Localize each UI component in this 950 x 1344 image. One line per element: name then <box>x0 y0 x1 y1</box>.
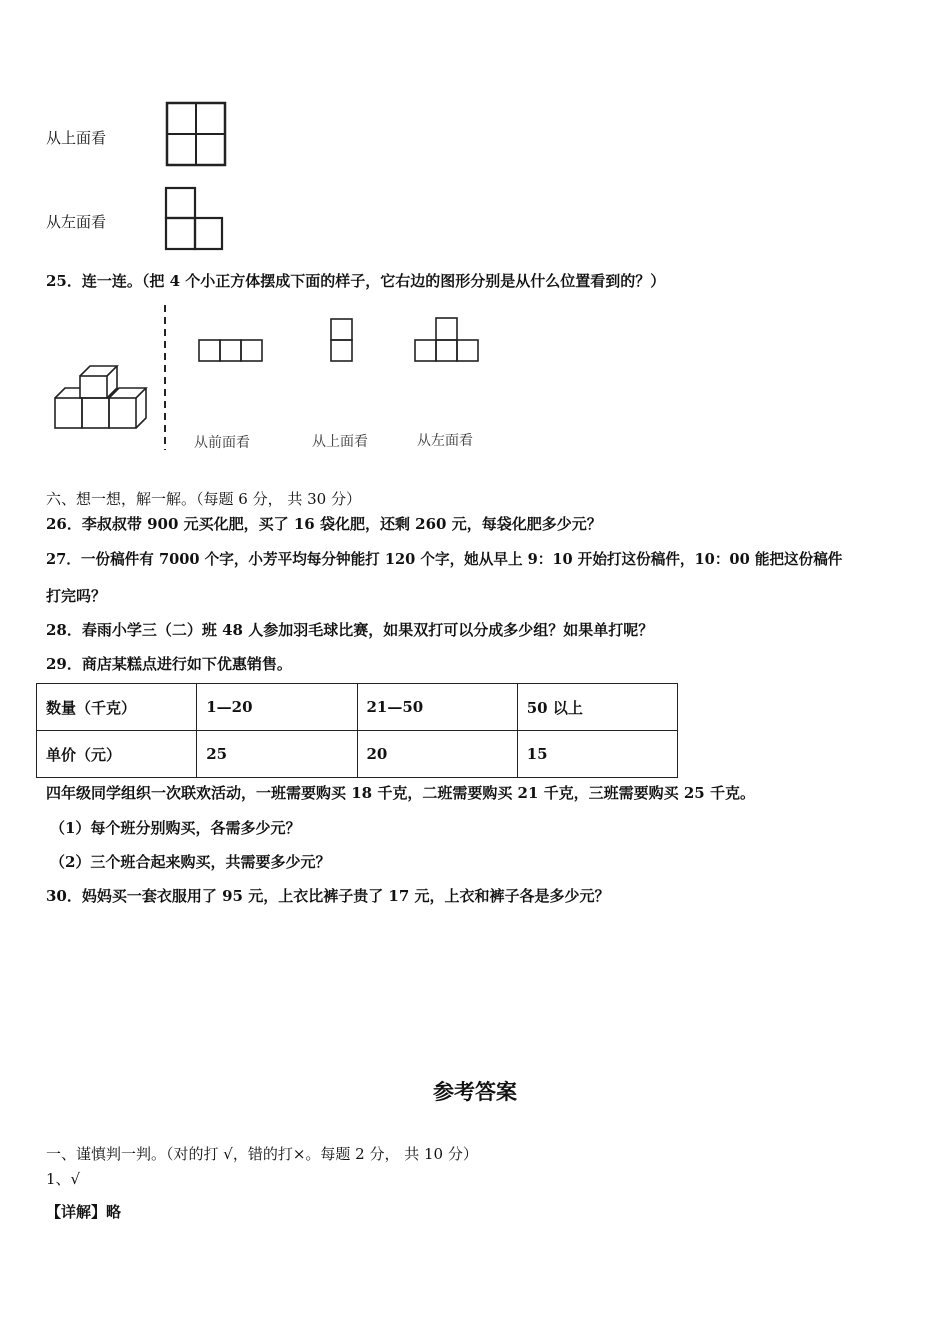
question-30: 30．妈妈买一套衣服用了 95 元，上衣比裤子贵了 17 元，上衣和裤子各是多少元？ <box>46 887 610 905</box>
caption-front: 从前面看 <box>194 435 250 451</box>
answers-section-1: 一、谨慎判一判。（对的打 √，错的打×。每题 2 分， 共 10 分） <box>46 1145 478 1163</box>
cube-stack-figure <box>52 360 152 436</box>
view-t-shape-figure <box>413 316 483 364</box>
caption-left: 从左面看 <box>417 433 473 449</box>
label-view-top: 从上面看 <box>46 129 107 147</box>
table-cell: 1—20 <box>197 684 357 731</box>
question-25: 25．连一连。（把 4 个小正方体摆成下面的样子，它右边的图形分别是从什么位置看到的？） <box>46 272 666 290</box>
question-29-sub2: （2）三个班合起来购买，共需要多少元？ <box>50 853 331 871</box>
view-left-figure <box>164 186 226 252</box>
table-cell: 单价（元） <box>37 731 197 778</box>
table-row <box>37 731 678 778</box>
dashed-divider <box>163 305 167 450</box>
table-cell: 15 <box>517 731 677 778</box>
price-table <box>36 683 678 778</box>
question-28: 28．春雨小学三（二）班 48 人参加羽毛球比赛，如果双打可以分成多少组？如果单打呢？ <box>46 621 654 639</box>
question-29: 29．商店某糕点进行如下优惠销售。 <box>46 655 292 673</box>
answers-title: 参考答案 <box>433 1079 517 1104</box>
view-top-figure <box>165 101 227 167</box>
question-27-line2: 打完吗？ <box>46 587 107 605</box>
table-cell: 20 <box>357 731 517 778</box>
table-cell: 25 <box>197 731 357 778</box>
view-three-row-figure <box>197 338 267 364</box>
answer-detail: 【详解】略 <box>46 1203 122 1221</box>
table-cell: 50 以上 <box>517 684 677 731</box>
label-view-left: 从左面看 <box>46 213 107 231</box>
answer-item-1: 1、√ <box>46 1170 81 1188</box>
question-29-sub1: （1）每个班分别购买，各需多少元？ <box>50 819 301 837</box>
question-27-line1: 27．一份稿件有 7000 个字，小芳平均每分钟能打 120 个字，她从早上 9：10 开始打这份稿件，10：00 能把这份稿件 <box>46 551 843 568</box>
question-26: 26．李叔叔带 900 元买化肥，买了 16 袋化肥，还剩 260 元，每袋化肥多少元？ <box>46 515 602 533</box>
section-6-heading: 六、想一想，解一解。（每题 6 分， 共 30 分） <box>46 490 361 508</box>
view-two-stack-figure <box>329 317 355 363</box>
table-cell: 数量（千克） <box>37 684 197 731</box>
caption-top: 从上面看 <box>312 434 368 450</box>
question-29-description: 四年级同学组织一次联欢活动，一班需要购买 18 千克，二班需要购买 21 千克，三班需要购买 25 千克。 <box>46 784 755 802</box>
table-cell: 21—50 <box>357 684 517 731</box>
table-row <box>37 684 678 731</box>
